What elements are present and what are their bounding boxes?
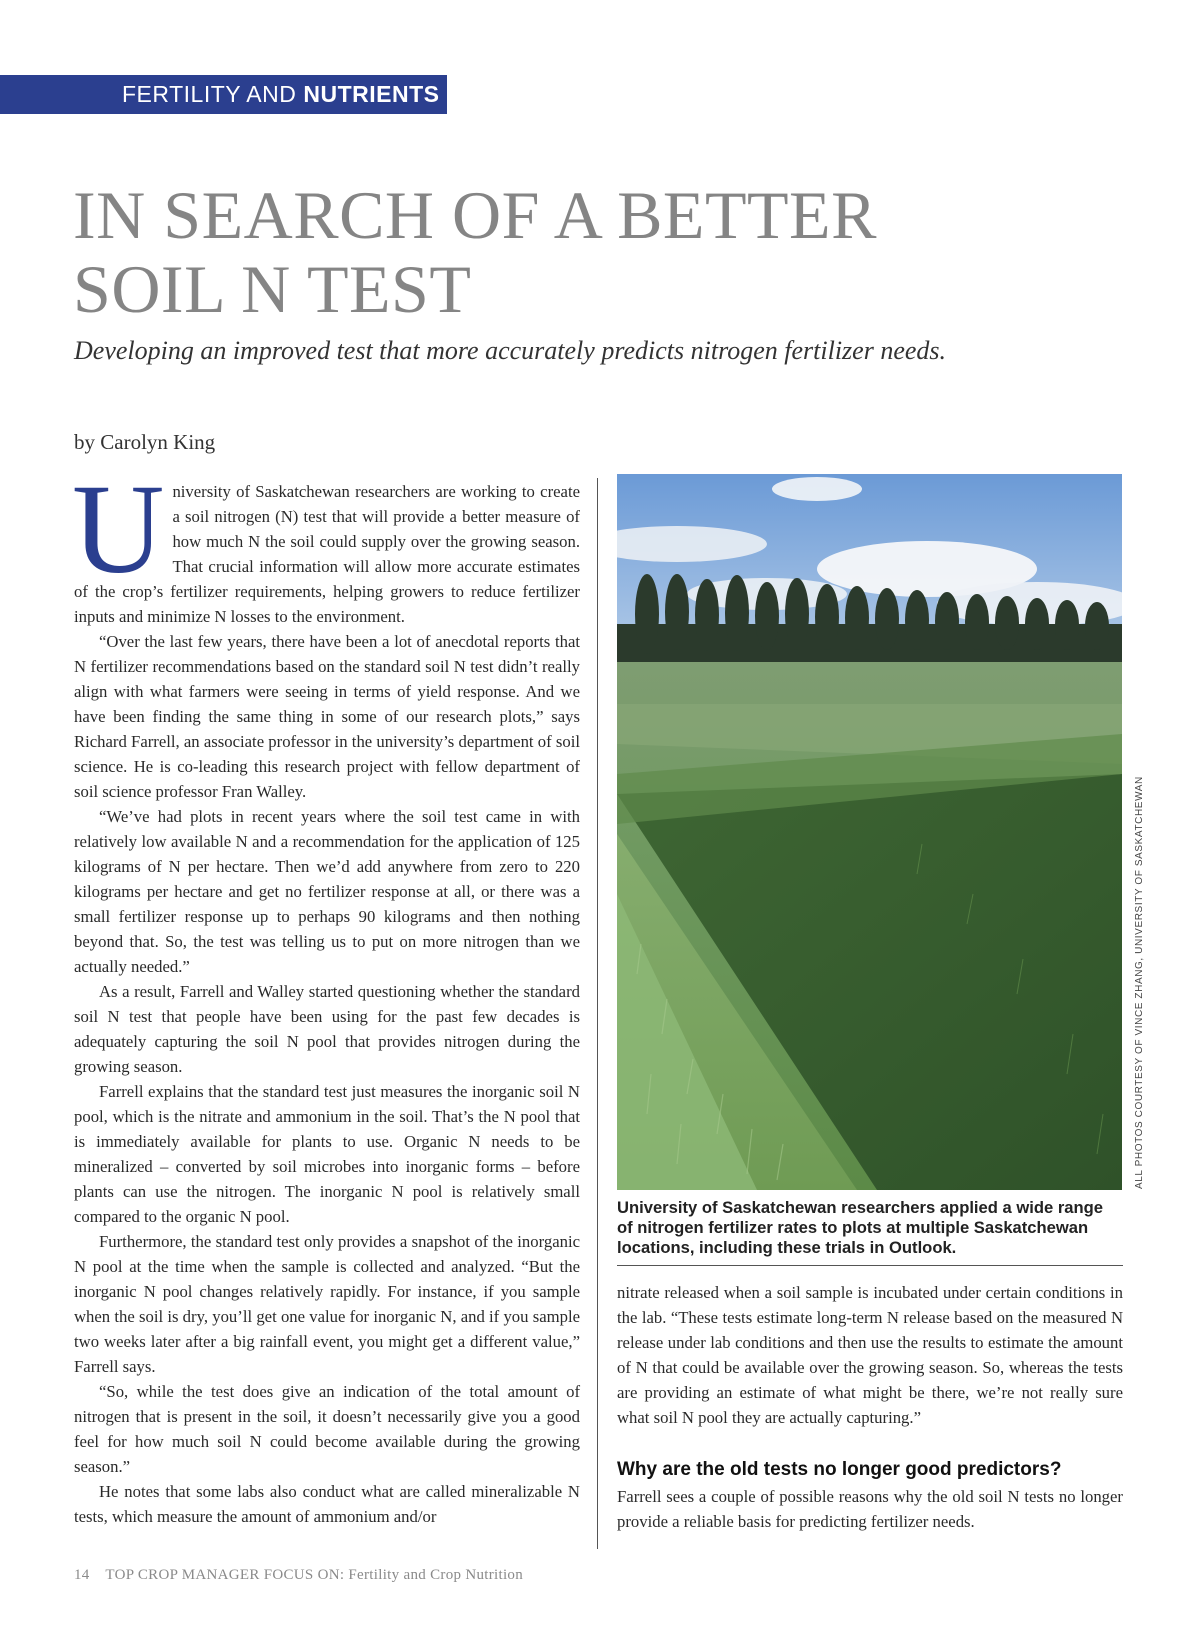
headline xyxy=(73,178,877,326)
right-column xyxy=(617,1280,1123,1534)
deck: Developing an improved test that more accurately predicts nitrogen fertilizer needs. xyxy=(74,336,947,365)
field-photo-illustration xyxy=(617,474,1122,1190)
section-label: FERTILITY AND xyxy=(122,81,297,107)
headline-line-2: SOIL N TEST xyxy=(73,251,472,327)
photo-credit: ALL PHOTOS COURTESY OF VINCE ZHANG, UNIVERSITY OF SASKATCHEWAN xyxy=(1134,776,1145,1189)
left-column xyxy=(72,458,580,1529)
headline-line-1: IN SEARCH OF A BETTER xyxy=(73,177,877,253)
page-number: 14 xyxy=(74,1567,90,1583)
paragraph: Furthermore, the standard test only provides a snapshot of the inorganic N pool at the time when the sample is collected and analyzed. “But the inorganic N pool changes relatively rapidly. For instance, if you sample when the soil is dry, you’ll get one value for inorganic N, and if you sample two weeks later after a big rainfall event, you might get a different value,” Farrell says. xyxy=(74,1232,580,1376)
publication-title: TOP CROP MANAGER FOCUS ON: Fertility and Crop Nutrition xyxy=(105,1567,524,1583)
paragraph: “Over the last few years, there have been a lot of anecdotal reports that N fertilizer recommendations based on the standard soil N test didn’t really align with what farmers were seeing in terms of yield response. And we have been finding the same thing in some of our research plots,” says Richard Farrell, an associate professor in the university’s department of soil science. He is co-leading this research project with fellow department of soil science professor Fran Walley. xyxy=(74,632,580,801)
drop-cap: U xyxy=(72,458,165,600)
paragraph xyxy=(72,458,580,629)
field-photo xyxy=(617,474,1122,1190)
paragraph: He notes that some labs also conduct what are called mineralizable N tests, which measure the amount of ammonium and/or xyxy=(74,1482,580,1526)
caption-rule xyxy=(617,1265,1123,1266)
subhead: Why are the old tests no longer good predictors? xyxy=(617,1459,1062,1480)
byline: by Carolyn King xyxy=(74,430,216,454)
paragraph: Farrell explains that the standard test just measures the inorganic soil N pool, which is the nitrate and ammonium in the soil. That’s the N pool that is immediately available for plants to use. Organic N needs to be mineralized – converted by soil microbes into inorganic forms – before plants can use the nitrogen. The inorganic N pool is relatively small compared to the organic N pool. xyxy=(74,1082,580,1226)
paragraph: As a result, Farrell and Walley started questioning whether the standard soil N test that people have been using for the past few decades is adequately capturing the soil N pool that provides nitrogen during the growing season. xyxy=(74,982,580,1076)
section-label-bold: NUTRIENTS xyxy=(303,81,440,107)
paragraph: nitrate released when a soil sample is incubated under certain conditions in the lab. “These tests estimate long-term N release based on the measured N release under lab conditions and then use the results to estimate the amount of N that could be available over the growing season. So, whereas the tests are providing an estimate of what might be there, we’re not really sure what soil N pool they are actually capturing.” xyxy=(617,1283,1123,1427)
section-banner xyxy=(0,75,447,114)
paragraph: “We’ve had plots in recent years where the soil test came in with relatively low available N and a recommendation for the application of 125 kilograms of N per hectare. Then we’d add anywhere from zero to 220 kilograms per hectare and get no fertilizer response at all, or there was a small fertilizer response up to perhaps 90 kilograms and then nothing beyond that. So, the test was telling us to put on more nitrogen than we actually needed.” xyxy=(74,807,580,976)
paragraph-text: niversity of Saskatchewan researchers are working to create a soil nitrogen (N) test that will provide a better measure of how much N the soil could supply over the growing season. That crucial information will allow more accurate estimates of the crop’s fertilizer requirements, helping growers to reduce fertilizer inputs and minimize N losses to the environment. xyxy=(74,482,580,626)
photo-caption: University of Saskatchewan researchers applied a wide range of nitrogen fertilizer rates to plots at multiple Saskatchewan locations, including these trials in Outlook. xyxy=(617,1198,1104,1257)
column-divider xyxy=(597,478,598,1549)
page-footer xyxy=(74,1567,523,1584)
paragraph: “So, while the test does give an indication of the total amount of nitrogen that is present in the soil, it doesn’t necessarily give you a good feel for how much soil N could become available during the growing season.” xyxy=(74,1382,580,1476)
paragraph: Farrell sees a couple of possible reasons why the old soil N tests no longer provide a reliable basis for predicting fertilizer needs. xyxy=(617,1487,1123,1531)
